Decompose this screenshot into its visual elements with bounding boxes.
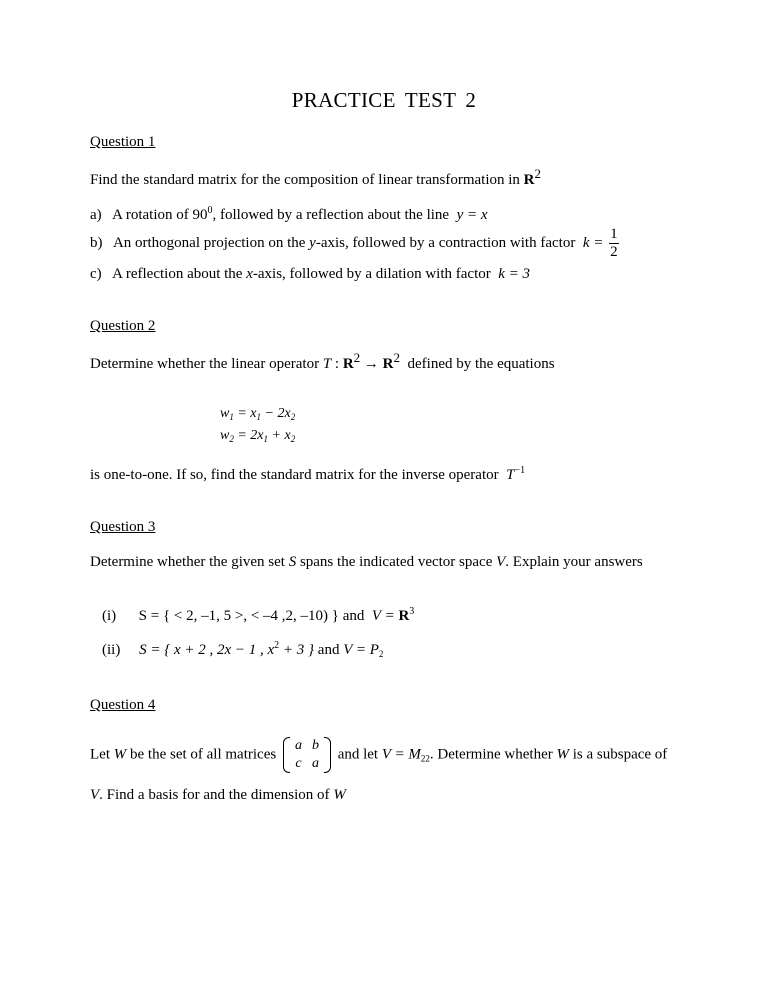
question-4-heading: Question 4 bbox=[90, 697, 156, 713]
space-symbol: R bbox=[398, 608, 410, 624]
operator-symbol: T bbox=[322, 356, 332, 372]
part-text: A reflection about the bbox=[112, 266, 243, 282]
question-2-prompt bbox=[90, 350, 555, 373]
set-symbol: W bbox=[333, 787, 346, 803]
degree-mark: 0 bbox=[207, 205, 213, 216]
space-exponent: 3 bbox=[409, 606, 415, 617]
part-text: -axis, followed by a dilation with factor bbox=[252, 266, 491, 282]
prompt-text: is a subspace of bbox=[572, 746, 668, 763]
set-symbol: W bbox=[113, 746, 127, 763]
set-symbol: S bbox=[288, 554, 297, 570]
eq-sub: 2 bbox=[290, 412, 296, 422]
prompt-text: Find the standard matrix for the composition of linear transformation in bbox=[90, 172, 520, 188]
part-text: A rotation of bbox=[112, 207, 189, 223]
part-text: An orthogonal projection on the bbox=[112, 234, 306, 251]
fraction bbox=[609, 226, 619, 261]
space-expression: V = bbox=[371, 608, 399, 624]
equation-2 bbox=[220, 428, 295, 444]
matrix-entry: b bbox=[311, 738, 319, 753]
set-expression: + 3 } bbox=[279, 642, 315, 658]
inverse-exponent: −1 bbox=[514, 465, 526, 476]
matrix-entry: a bbox=[311, 756, 319, 771]
prompt-text: spans the indicated vector space bbox=[299, 554, 493, 570]
item-label: (ii) bbox=[102, 642, 121, 658]
colon: : bbox=[331, 356, 343, 372]
matrix-entry: a bbox=[294, 738, 302, 753]
question-4-line-2 bbox=[90, 787, 346, 804]
space-symbol: V bbox=[496, 554, 506, 570]
prompt-text: is one-to-one. If so, find the standard matrix for the inverse operator bbox=[90, 467, 499, 483]
eq-sub: 2 bbox=[229, 434, 234, 444]
space-exponent: 2 bbox=[534, 166, 541, 181]
space-exponent: 2 bbox=[393, 350, 401, 365]
part-label: c) bbox=[90, 266, 102, 282]
page-title: PRACTICE TEST 2 bbox=[291, 88, 477, 112]
prompt-text: . Determine whether bbox=[429, 746, 553, 763]
question-3-item-ii bbox=[102, 642, 383, 659]
question-3-prompt bbox=[90, 554, 643, 571]
part-text: , followed by a reflection about the line bbox=[212, 207, 450, 223]
axis-symbol: y bbox=[309, 234, 316, 251]
question-3-heading: Question 3 bbox=[90, 519, 156, 535]
space-subscript: 22 bbox=[420, 753, 430, 764]
space-symbol: V bbox=[90, 787, 100, 803]
factor-k: k = bbox=[582, 234, 604, 251]
eq-sub: 1 bbox=[263, 434, 269, 444]
part-label: b) bbox=[90, 234, 103, 251]
eq-var: w bbox=[220, 406, 230, 421]
inverse-operator: T bbox=[506, 467, 515, 483]
eq-sub: 1 bbox=[256, 412, 262, 422]
eq-term: = x bbox=[237, 406, 257, 421]
space-expression: V = P bbox=[343, 642, 379, 658]
eq-term: = 2x bbox=[237, 428, 264, 443]
fraction-numerator: 1 bbox=[610, 226, 618, 242]
matrix bbox=[283, 737, 331, 773]
arrow-icon: → bbox=[363, 356, 379, 372]
matrix-entry: c bbox=[295, 756, 302, 771]
eq-var: w bbox=[220, 428, 230, 443]
fraction-denominator: 2 bbox=[610, 244, 618, 260]
prompt-text: . Explain your answers bbox=[505, 554, 643, 570]
eq-term: − 2x bbox=[261, 406, 291, 421]
question-1-part-a bbox=[90, 207, 488, 224]
connector-text: and bbox=[317, 642, 340, 658]
equation-1 bbox=[220, 406, 295, 422]
set-symbol: W bbox=[556, 746, 569, 763]
question-2-heading: Question 2 bbox=[90, 318, 156, 334]
question-3-item-i bbox=[102, 608, 414, 625]
factor-k: k = 3 bbox=[498, 266, 531, 282]
set-exponent: 2 bbox=[274, 640, 280, 651]
prompt-text: defined by the equations bbox=[407, 356, 555, 372]
prompt-text: be the set of all matrices bbox=[130, 746, 277, 763]
question-1-part-b bbox=[90, 226, 619, 261]
set-expression: S = { < 2, –1, 5 >, < –4 ,2, –10) } bbox=[138, 608, 339, 624]
axis-symbol: x bbox=[246, 266, 253, 282]
set-expression: S = { x + 2 , 2x − 1 , x bbox=[139, 642, 275, 658]
part-label: a) bbox=[90, 207, 102, 223]
space-symbol: R bbox=[342, 356, 354, 372]
question-1-prompt bbox=[90, 166, 541, 189]
prompt-text: and let bbox=[337, 746, 379, 763]
angle-value: 90 bbox=[192, 207, 208, 223]
part-text: -axis, followed by a contraction with factor bbox=[315, 234, 576, 251]
connector-text: and bbox=[342, 608, 365, 624]
line-equation: y = x bbox=[456, 207, 488, 223]
space-subscript: 2 bbox=[378, 649, 384, 659]
space-expression: V = M bbox=[381, 746, 421, 763]
prompt-text: Determine whether the linear operator bbox=[90, 356, 320, 372]
prompt-text: Determine whether the given set bbox=[90, 554, 285, 570]
space-symbol: R bbox=[382, 356, 394, 372]
space-symbol: R bbox=[523, 172, 535, 188]
prompt-text: Let bbox=[90, 746, 110, 763]
item-label: (i) bbox=[102, 608, 117, 624]
eq-term: + x bbox=[268, 428, 291, 443]
eq-sub: 2 bbox=[290, 434, 296, 444]
space-exponent: 2 bbox=[353, 350, 361, 365]
question-4-prompt bbox=[90, 737, 667, 773]
prompt-text: . Find a basis for and the dimension of bbox=[99, 787, 330, 803]
question-1-part-c bbox=[90, 266, 530, 283]
eq-sub: 1 bbox=[229, 412, 234, 422]
question-1-heading: Question 1 bbox=[90, 134, 156, 150]
question-2-followup bbox=[90, 467, 525, 484]
